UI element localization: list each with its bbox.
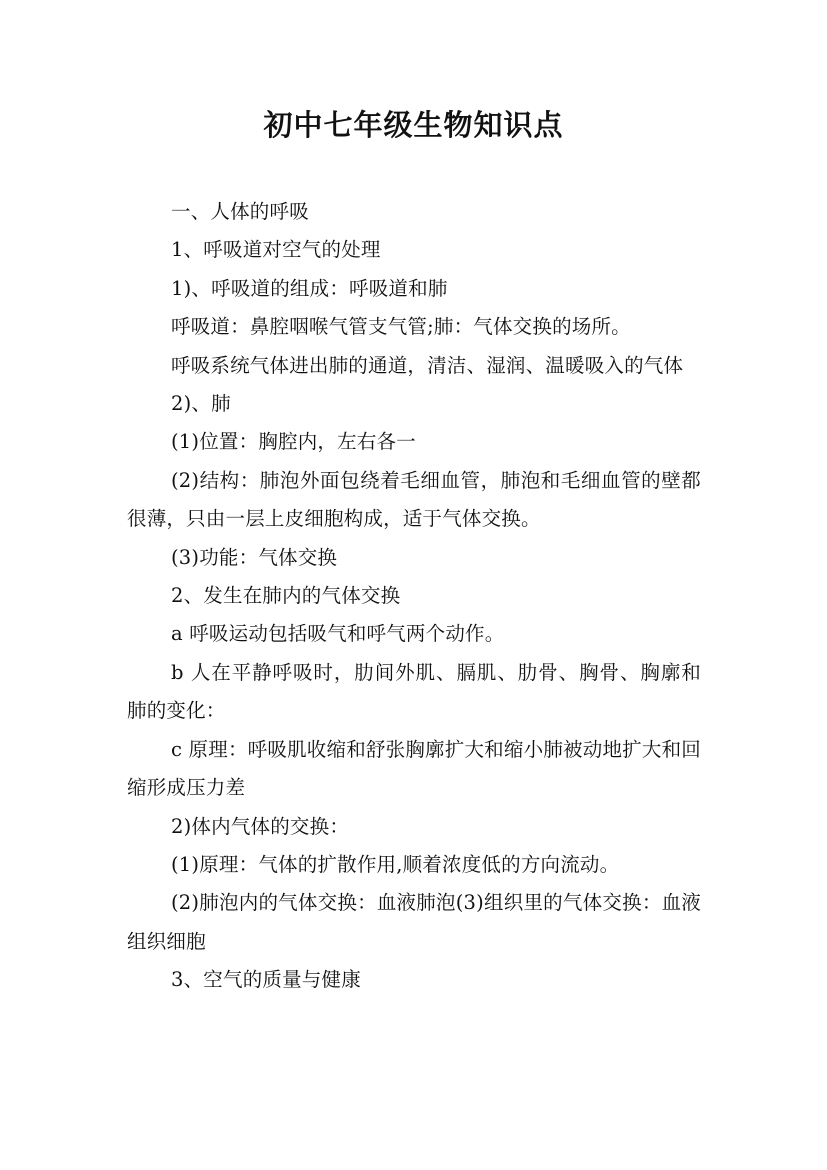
subsection-internal-gas-exchange: 2)体内气体的交换：: [171, 814, 350, 838]
item-b-calm-breathing: b 人在平静呼吸时，肋间外肌、膈肌、肋骨、胸骨、胸廓和肺的变化：: [127, 660, 701, 723]
paragraph-airway-definition: 呼吸道：鼻腔咽喉气管支气管;肺：气体交换的场所。: [171, 315, 631, 339]
section-airway-air-processing: 1、呼吸道对空气的处理: [171, 238, 381, 262]
document-body: [127, 193, 701, 1000]
heading-human-respiration: 一、人体的呼吸: [171, 200, 309, 223]
subsection-airway-composition: 1)、呼吸道的组成：呼吸道和肺: [171, 276, 448, 300]
paragraph-respiratory-system-function: 呼吸系统气体进出肺的通道，清洁、湿润、温暖吸入的气体: [171, 353, 684, 377]
item-c-principle: c 原理：呼吸肌收缩和舒张胸廓扩大和缩小肺被动地扩大和回缩形成压力差: [127, 737, 701, 800]
item-lung-location: (1)位置：胸腔内，左右各一: [171, 430, 416, 454]
item-diffusion-principle: (1)原理：气体的扩散作用,顺着浓度低的方向流动。: [171, 852, 620, 876]
item-lung-structure: (2)结构：肺泡外面包绕着毛细血管，肺泡和毛细血管的壁都很薄，只由一层上皮细胞构成，适于气体交换。: [127, 468, 701, 531]
item-alveolar-tissue-exchange: (2)肺泡内的气体交换：血液肺泡(3)组织里的气体交换：血液组织细胞: [127, 891, 701, 953]
document-title: 初中七年级生物知识点: [263, 108, 564, 142]
section-air-quality-health: 3、空气的质量与健康: [171, 968, 361, 992]
section-gas-exchange-in-lungs: 2、发生在肺内的气体交换: [171, 584, 401, 608]
item-a-breathing-movement: a 呼吸运动包括吸气和呼气两个动作。: [171, 622, 505, 646]
item-lung-function: (3)功能：气体交换: [171, 545, 338, 569]
subsection-lungs: 2)、肺: [171, 392, 231, 416]
